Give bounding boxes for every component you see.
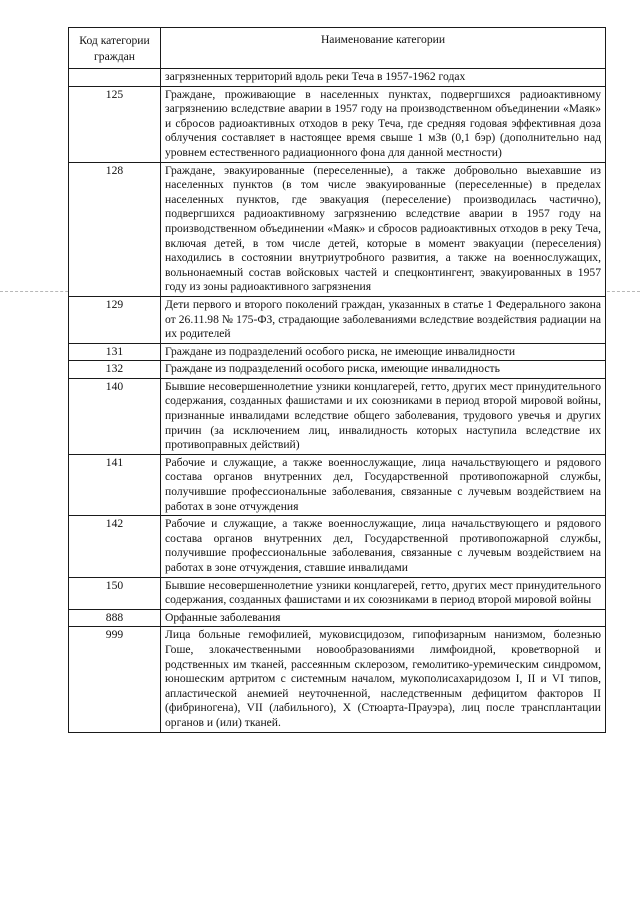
table-row bbox=[69, 343, 606, 361]
table-row bbox=[69, 577, 606, 609]
category-name: Орфанные заболевания bbox=[161, 609, 606, 627]
category-name: Бывшие несовершеннолетние узники концлагерей, гетто, других мест принудительного содержания, созданных фашистами и их союзниками в период второй мировой войны bbox=[161, 577, 606, 609]
category-code: 142 bbox=[69, 516, 161, 577]
category-code: 141 bbox=[69, 454, 161, 515]
category-name: Граждане, проживающие в населенных пунктах, подвергшихся радиоактивному загрязнению вследствие аварии в 1957 году на производственном объединении «Маяк» и сбросов радиоактивных отходов в реку Теча, где средняя годовая эффективная доза облучения составляет в настоящее время свыше 1 мЗв (0,1 бэр) (дополнительно над уровнем естественного радиационного фона для данной местности) bbox=[161, 86, 606, 162]
category-code: 999 bbox=[69, 627, 161, 732]
table-row bbox=[69, 516, 606, 577]
category-name: Граждане, эвакуированные (переселенные), а также добровольно выехавшие из населенных пунктов (в том числе эвакуированные (переселенные) в пределах населенных пунктов, где эвакуация (переселение) производилась частично), подвергшихся радиоактивному загрязнению вследствие аварии в 1957 году на производственном объединении «Маяк» и сбросов радиоактивных отходов в реку Теча, включая детей, в том числе детей, которые в момент эвакуации (переселения) находились в состоянии внутриутробного развития, а также на военнослужащих, вольнонаемный состав войсковых частей и спецконтингент, эвакуированных в 1957 году из зоны радиоактивного загрязнения bbox=[161, 162, 606, 296]
category-code: 125 bbox=[69, 86, 161, 162]
column-header-name: Наименование категории bbox=[161, 28, 606, 69]
category-name: Граждане из подразделений особого риска, имеющие инвалидность bbox=[161, 361, 606, 379]
column-header-code: Код категории граждан bbox=[69, 28, 161, 69]
table-row bbox=[69, 627, 606, 732]
category-code: 131 bbox=[69, 343, 161, 361]
table-row bbox=[69, 162, 606, 296]
category-code: 129 bbox=[69, 296, 161, 343]
table-header-row bbox=[69, 28, 606, 69]
table-row bbox=[69, 296, 606, 343]
category-name: Дети первого и второго поколений граждан, указанных в статье 1 Федерального закона от 26.11.98 № 175-ФЗ, страдающие заболеваниями вследствие воздействия радиации на их родителей bbox=[161, 296, 606, 343]
category-code: 140 bbox=[69, 378, 161, 454]
table-row bbox=[69, 378, 606, 454]
citizen-category-table bbox=[68, 27, 606, 733]
category-name: Лица больные гемофилией, муковисцидозом, гипофизарным нанизмом, болезнью Гоше, злокачественными новообразованиями лимфоидной, кроветворной и родственных им тканей, рассеянным склерозом, гемолитико-уремическим синдромом, юношеским артритом с системным началом, мукополисахаридозом I, II и VI типов, апластической анемией неуточненной, наследственным дефицитом факторов II (фибриногена), VII (лабильного), X (Стюарта-Прауэра), лиц после трансплантации органов и (или) тканей. bbox=[161, 627, 606, 732]
table-row bbox=[69, 361, 606, 379]
category-code: 150 bbox=[69, 577, 161, 609]
table-row bbox=[69, 454, 606, 515]
category-code bbox=[69, 69, 161, 87]
category-code: 132 bbox=[69, 361, 161, 379]
category-name: Граждане из подразделений особого риска, не имеющие инвалидности bbox=[161, 343, 606, 361]
category-name: загрязненных территорий вдоль реки Теча в 1957-1962 годах bbox=[161, 69, 606, 87]
category-code: 888 bbox=[69, 609, 161, 627]
category-name: Рабочие и служащие, а также военнослужащие, лица начальствующего и рядового состава органов внутренних дел, Государственной противопожарной службы, получившие профессиональные заболевания, связанные с лучевым воздействием на работах в зоне отчуждения, ставшие инвалидами bbox=[161, 516, 606, 577]
table-row bbox=[69, 86, 606, 162]
category-code: 128 bbox=[69, 162, 161, 296]
category-name: Рабочие и служащие, а также военнослужащие, лица начальствующего и рядового состава органов внутренних дел, Государственной противопожарной службы, получившие профессиональные заболевания, связанные с лучевым воздействием на работах в зоне отчуждения bbox=[161, 454, 606, 515]
category-name: Бывшие несовершеннолетние узники концлагерей, гетто, других мест принудительного содержания, созданных фашистами и их союзниками в период второй мировой войны, признанные инвалидами вследствие общего заболевания, трудового увечья и других причин (за исключением лиц, инвалидность которых наступила вследствие их противоправных действий) bbox=[161, 378, 606, 454]
table-row bbox=[69, 69, 606, 87]
table-row bbox=[69, 609, 606, 627]
